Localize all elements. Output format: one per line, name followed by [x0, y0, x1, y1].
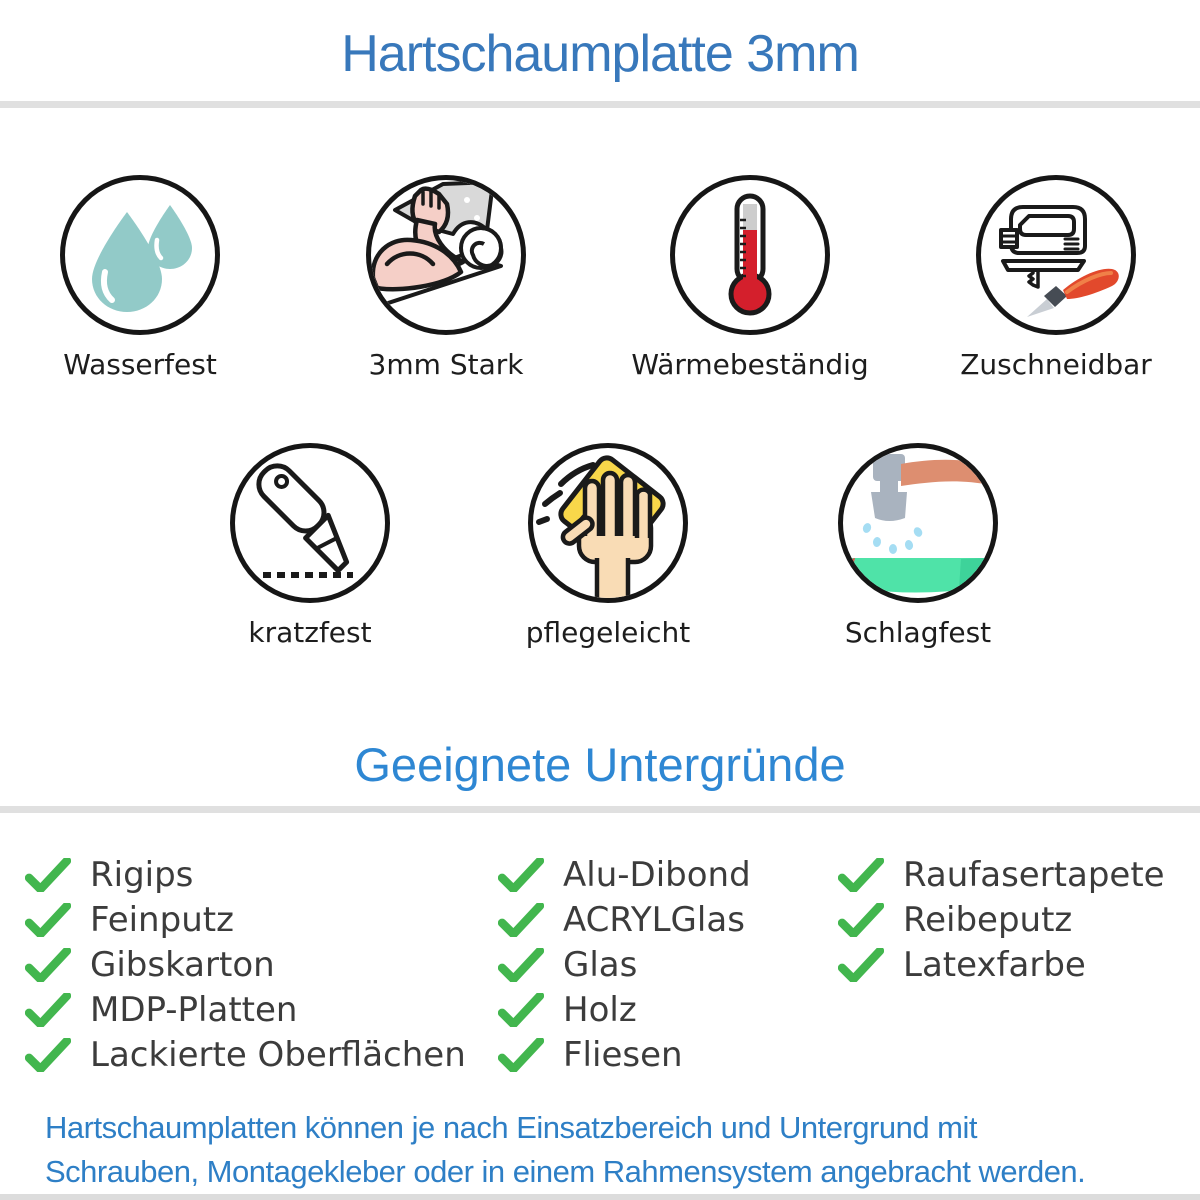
substrate-item	[498, 942, 838, 987]
checkmark-icon	[838, 948, 884, 982]
feature-zuschneidbar	[936, 175, 1176, 381]
feature-3mm-stark	[326, 175, 566, 381]
substrate-label: Lackierte Oberflächen	[90, 1034, 466, 1075]
substrate-label: MDP-Platten	[90, 989, 298, 1030]
substrate-label: Glas	[563, 944, 638, 985]
substrate-label: Feinputz	[90, 899, 234, 940]
substrate-label: ACRYLGlas	[563, 899, 745, 940]
substrate-item	[25, 987, 495, 1032]
substrate-label: Reibeputz	[903, 899, 1073, 940]
checkmark-icon	[838, 903, 884, 937]
feature-label: pflegeleicht	[525, 616, 691, 649]
feature-label: Wasserfest	[63, 348, 217, 381]
feature-label: 3mm Stark	[368, 348, 524, 381]
jigsaw-cutter-icon	[981, 180, 1131, 330]
substrate-label: Rigips	[90, 854, 194, 895]
checkmark-icon	[838, 858, 884, 892]
substrate-label: Raufasertapete	[903, 854, 1165, 895]
substrate-item	[498, 987, 838, 1032]
checkmark-icon	[25, 993, 71, 1027]
hand-cloth-icon	[533, 448, 683, 598]
feature-label: Zuschneidbar	[960, 348, 1152, 381]
mounting-note-line2: Schrauben, Montagekleber oder in einem Rahmensystem angebracht werden.	[45, 1154, 1086, 1189]
checkmark-icon	[498, 903, 544, 937]
divider-bar	[0, 101, 1200, 108]
substrate-item	[25, 852, 495, 897]
substrate-label: Gibskarton	[90, 944, 275, 985]
substrate-item	[498, 852, 838, 897]
checkmark-icon	[498, 858, 544, 892]
feature-circle	[976, 175, 1136, 335]
substrate-column-1	[25, 852, 495, 1077]
substrate-item	[25, 897, 495, 942]
checkmark-icon	[25, 948, 71, 982]
divider-bar	[0, 806, 1200, 813]
substrate-label: Latexfarbe	[903, 944, 1086, 985]
feature-circle	[60, 175, 220, 335]
page-title: Hartschaumplatte 3mm	[341, 25, 859, 83]
feature-circle	[528, 443, 688, 603]
feature-schlagfest	[798, 443, 1038, 649]
checkmark-icon	[498, 948, 544, 982]
substrate-item	[838, 942, 1198, 987]
substrate-item	[498, 1032, 838, 1077]
thermometer-icon	[675, 180, 825, 330]
feature-kratzfest	[190, 443, 430, 649]
feature-label: kratzfest	[248, 616, 372, 649]
feature-waermebestaendig	[630, 175, 870, 381]
substrate-label: Fliesen	[563, 1034, 683, 1075]
feature-label: Wärmebeständig	[631, 348, 869, 381]
feature-circle	[838, 443, 998, 603]
feature-label: Schlagfest	[844, 616, 992, 649]
divider-bar	[0, 1194, 1200, 1200]
substrate-item	[498, 897, 838, 942]
substrate-item	[25, 1032, 495, 1077]
muscle-arm-roll-icon	[371, 180, 521, 330]
mounting-note	[45, 1106, 1085, 1194]
substrate-label: Alu-Dibond	[563, 854, 751, 895]
section-title-untergruende: Geeignete Untergründe	[354, 738, 846, 791]
checkmark-icon	[25, 903, 71, 937]
utility-knife-icon	[235, 448, 385, 598]
mounting-note-line1: Hartschaumplatten können je nach Einsatzbereich und Untergrund mit	[45, 1110, 977, 1145]
substrate-item	[838, 852, 1198, 897]
feature-pflegeleicht	[488, 443, 728, 649]
feature-wasserfest	[20, 175, 260, 381]
feature-circle	[670, 175, 830, 335]
feature-circle	[230, 443, 390, 603]
substrate-column-2	[498, 852, 838, 1077]
substrate-column-3	[838, 852, 1198, 987]
checkmark-icon	[498, 993, 544, 1027]
substrate-item	[25, 942, 495, 987]
feature-circle	[366, 175, 526, 335]
checkmark-icon	[25, 858, 71, 892]
substrate-item	[838, 897, 1198, 942]
hammer-impact-icon	[843, 448, 993, 598]
checkmark-icon	[498, 1038, 544, 1072]
water-drops-icon	[65, 180, 215, 330]
checkmark-icon	[25, 1038, 71, 1072]
substrate-label: Holz	[563, 989, 637, 1030]
